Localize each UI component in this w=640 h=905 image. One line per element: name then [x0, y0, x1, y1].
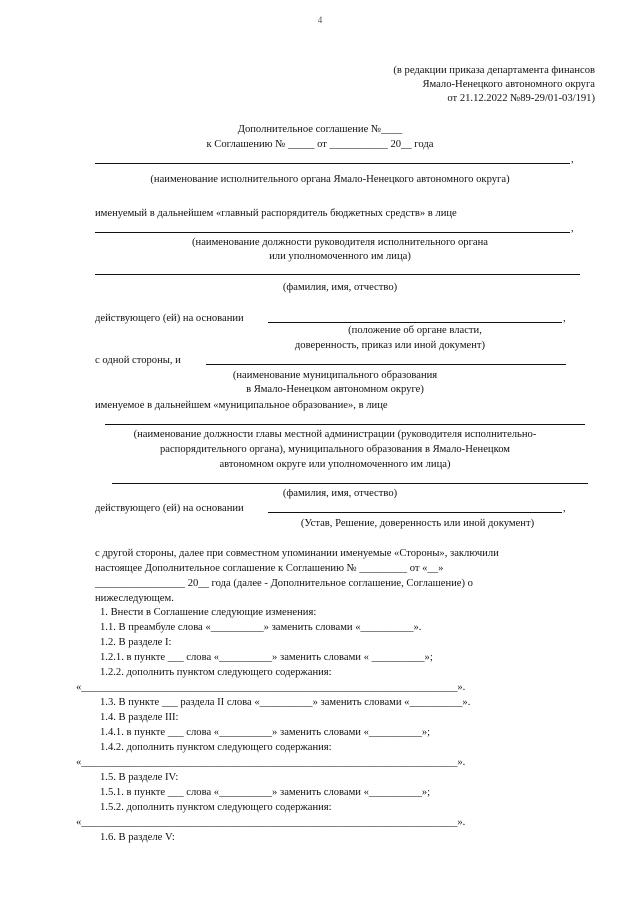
- acting-basis-text-1: действующего (ей) на основании: [95, 313, 244, 324]
- item-1-5-2-content: «_______________________________________________________________________».: [76, 817, 466, 828]
- caption-mun-head-1: (наименование должности главы местной администрации (руководителя исполнительно-: [133, 429, 537, 440]
- caption-basis-3: (Устав, Решение, доверенность или иной документ): [300, 518, 535, 529]
- comma: ,: [563, 313, 566, 324]
- caption-fio-2: (фамилия, имя, отчество): [282, 488, 398, 499]
- mun-head-field: [105, 424, 585, 425]
- other-side-line-3: _________________ 20__ года (далее - Дополнительное соглашение, Соглашение) о: [95, 578, 473, 589]
- caption-mun-head-2: распорядительного органа), муниципального образования в Ямало-Ненецком: [159, 444, 510, 455]
- basis-field-1: [268, 322, 562, 323]
- one-side-text: с одной стороны, и: [95, 355, 181, 366]
- caption-head-position-1: (наименование должности руководителя исполнительного органа: [192, 237, 488, 248]
- item-1-5: 1.5. В разделе IV:: [100, 772, 179, 783]
- item-1-4-2: 1.4.2. дополнить пунктом следующего содержания:: [100, 742, 332, 753]
- caption-basis-1: (положение об органе власти,: [348, 325, 482, 336]
- item-1-2: 1.2. В разделе I:: [100, 637, 172, 648]
- item-1-4-1: 1.4.1. в пункте ___ слова «__________» заменить словами «__________»;: [100, 727, 431, 738]
- comma: ,: [571, 154, 574, 165]
- head-position-field: [95, 232, 570, 233]
- comma: ,: [563, 503, 566, 514]
- document-title: Дополнительное соглашение №____: [237, 124, 403, 135]
- hereinafter-main-text: именуемый в дальнейшем «главный распорядитель бюджетных средств» в лице: [95, 208, 457, 219]
- fio-field-2: [112, 483, 588, 484]
- document-subtitle: к Соглашению № _____ от ___________ 20__ года: [206, 139, 434, 150]
- caption-mun-head-3: автономном округе или уполномоченного им лица): [219, 459, 451, 470]
- acting-basis-text-2: действующего (ей) на основании: [95, 503, 244, 514]
- other-side-line-4: нижеследующем.: [95, 593, 174, 604]
- caption-exec-organ: (наименование исполнительного органа Ямало-Ненецкого автономного округа): [150, 174, 510, 185]
- municipality-field: [206, 364, 566, 365]
- basis-field-2: [268, 512, 562, 513]
- item-1-2-2: 1.2.2. дополнить пунктом следующего содержания:: [100, 667, 332, 678]
- item-1: 1. Внести в Соглашение следующие изменения:: [100, 607, 317, 618]
- comma: ,: [571, 223, 574, 234]
- fio-field-1: [95, 274, 580, 275]
- other-side-line-2: настоящее Дополнительное соглашение к Соглашению № _________ от «__»: [95, 563, 444, 574]
- edition-note-line-3: от 21.12.2022 №89-29/01-03/191): [447, 93, 595, 104]
- exec-organ-field: [95, 163, 570, 164]
- caption-head-position-2: или уполномоченного им лица): [269, 251, 411, 262]
- caption-basis-2: доверенность, приказ или иной документ): [294, 340, 486, 351]
- page-number: 4: [317, 15, 323, 25]
- item-1-1: 1.1. В преамбуле слова «__________» заменить словами «__________».: [100, 622, 422, 633]
- caption-municipality-1: (наименование муниципального образования: [232, 370, 438, 381]
- item-1-3: 1.3. В пункте ___ раздела II слова «__________» заменить словами «__________».: [100, 697, 471, 708]
- edition-note-line-1: (в редакции приказа департамента финансов: [393, 65, 595, 76]
- hereinafter-mun-text: именуемое в дальнейшем «муниципальное образование», в лице: [95, 400, 388, 411]
- other-side-line-1: с другой стороны, далее при совместном упоминании именуемые «Стороны», заключили: [95, 548, 499, 559]
- item-1-6: 1.6. В разделе V:: [100, 832, 175, 843]
- item-1-5-2: 1.5.2. дополнить пунктом следующего содержания:: [100, 802, 332, 813]
- item-1-2-1: 1.2.1. в пункте ___ слова «__________» заменить словами « __________»;: [100, 652, 433, 663]
- item-1-2-2-content: «_______________________________________________________________________».: [76, 682, 466, 693]
- item-1-4: 1.4. В разделе III:: [100, 712, 179, 723]
- item-1-5-1: 1.5.1. в пункте ___ слова «__________» заменить словами «__________»;: [100, 787, 431, 798]
- caption-fio-1: (фамилия, имя, отчество): [282, 282, 398, 293]
- edition-note-line-2: Ямало-Ненецкого автономного округа: [422, 79, 595, 90]
- item-1-4-2-content: «_______________________________________________________________________».: [76, 757, 466, 768]
- caption-municipality-2: в Ямало-Ненецком автономном округе): [246, 384, 424, 395]
